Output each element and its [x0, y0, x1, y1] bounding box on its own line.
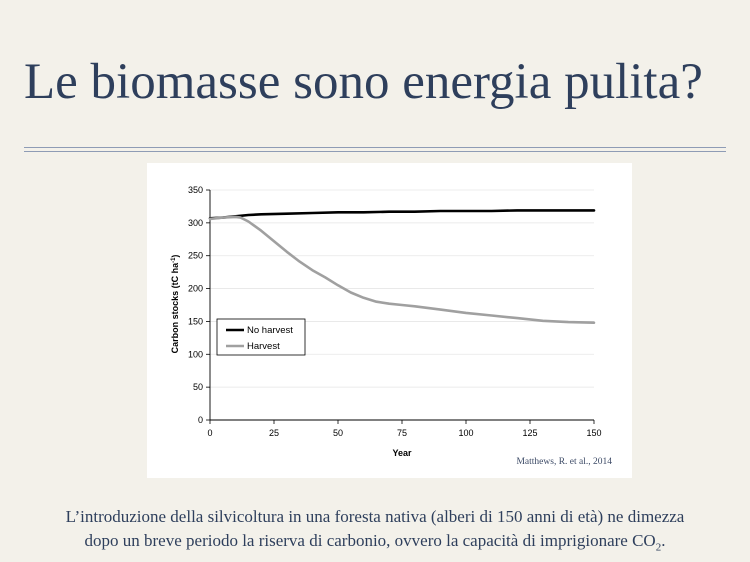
- x-tick-label: 0: [207, 428, 213, 438]
- series-line-harvest: [210, 217, 594, 323]
- slide-title: Le biomasse sono energia pulita?: [24, 54, 703, 110]
- x-tick-label: 25: [268, 428, 280, 438]
- y-axis-label-sup: -1: [171, 257, 177, 263]
- grid-lines: [210, 190, 594, 387]
- legend-label-harvest: Harvest: [247, 341, 280, 352]
- slide-caption: [60, 505, 690, 559]
- title-divider-bottom: [24, 151, 726, 152]
- x-tick-label: 100: [458, 428, 474, 438]
- y-tick-label: 0: [197, 415, 203, 425]
- chart-figure: [147, 163, 632, 478]
- caption-text: L’introduzione della silvicoltura in una foresta nativa (alberi di 150 anni di età) ne dimezza dopo un breve periodo la riserva di carbonio, ovvero la capacità di imprigionare CO: [65, 507, 685, 550]
- x-tick-label: 75: [396, 428, 408, 438]
- y-tick-label: 300: [187, 217, 203, 228]
- carbon-stocks-chart: [147, 163, 632, 478]
- y-tick-label: 100: [187, 349, 203, 360]
- y-tick-label: 150: [187, 316, 203, 327]
- y-tick-label: 50: [192, 382, 203, 393]
- caption-subscript: 2: [655, 541, 662, 554]
- legend-label-no-harvest: No harvest: [247, 325, 293, 336]
- caption-end: .: [661, 531, 666, 550]
- y-axis-label: [170, 255, 180, 354]
- y-tick-label: 200: [187, 283, 203, 294]
- x-tick-label: 150: [586, 428, 602, 438]
- x-tick-label: 50: [332, 428, 344, 438]
- y-axis-label-main: Carbon stocks (tC ha: [170, 262, 180, 354]
- title-divider-top: [24, 147, 726, 148]
- series-lines: [210, 210, 594, 322]
- series-line-no-harvest: [210, 210, 594, 218]
- y-axis-label-end: ): [170, 254, 180, 258]
- x-axis-label: Year: [392, 448, 412, 458]
- y-tick-label: 250: [187, 250, 203, 261]
- x-tick-label: 125: [522, 428, 538, 438]
- y-tick-label: 350: [187, 185, 203, 195]
- source-citation: Matthews, R. et al., 2014: [516, 457, 612, 467]
- axes: [206, 190, 594, 424]
- legend: [217, 319, 305, 355]
